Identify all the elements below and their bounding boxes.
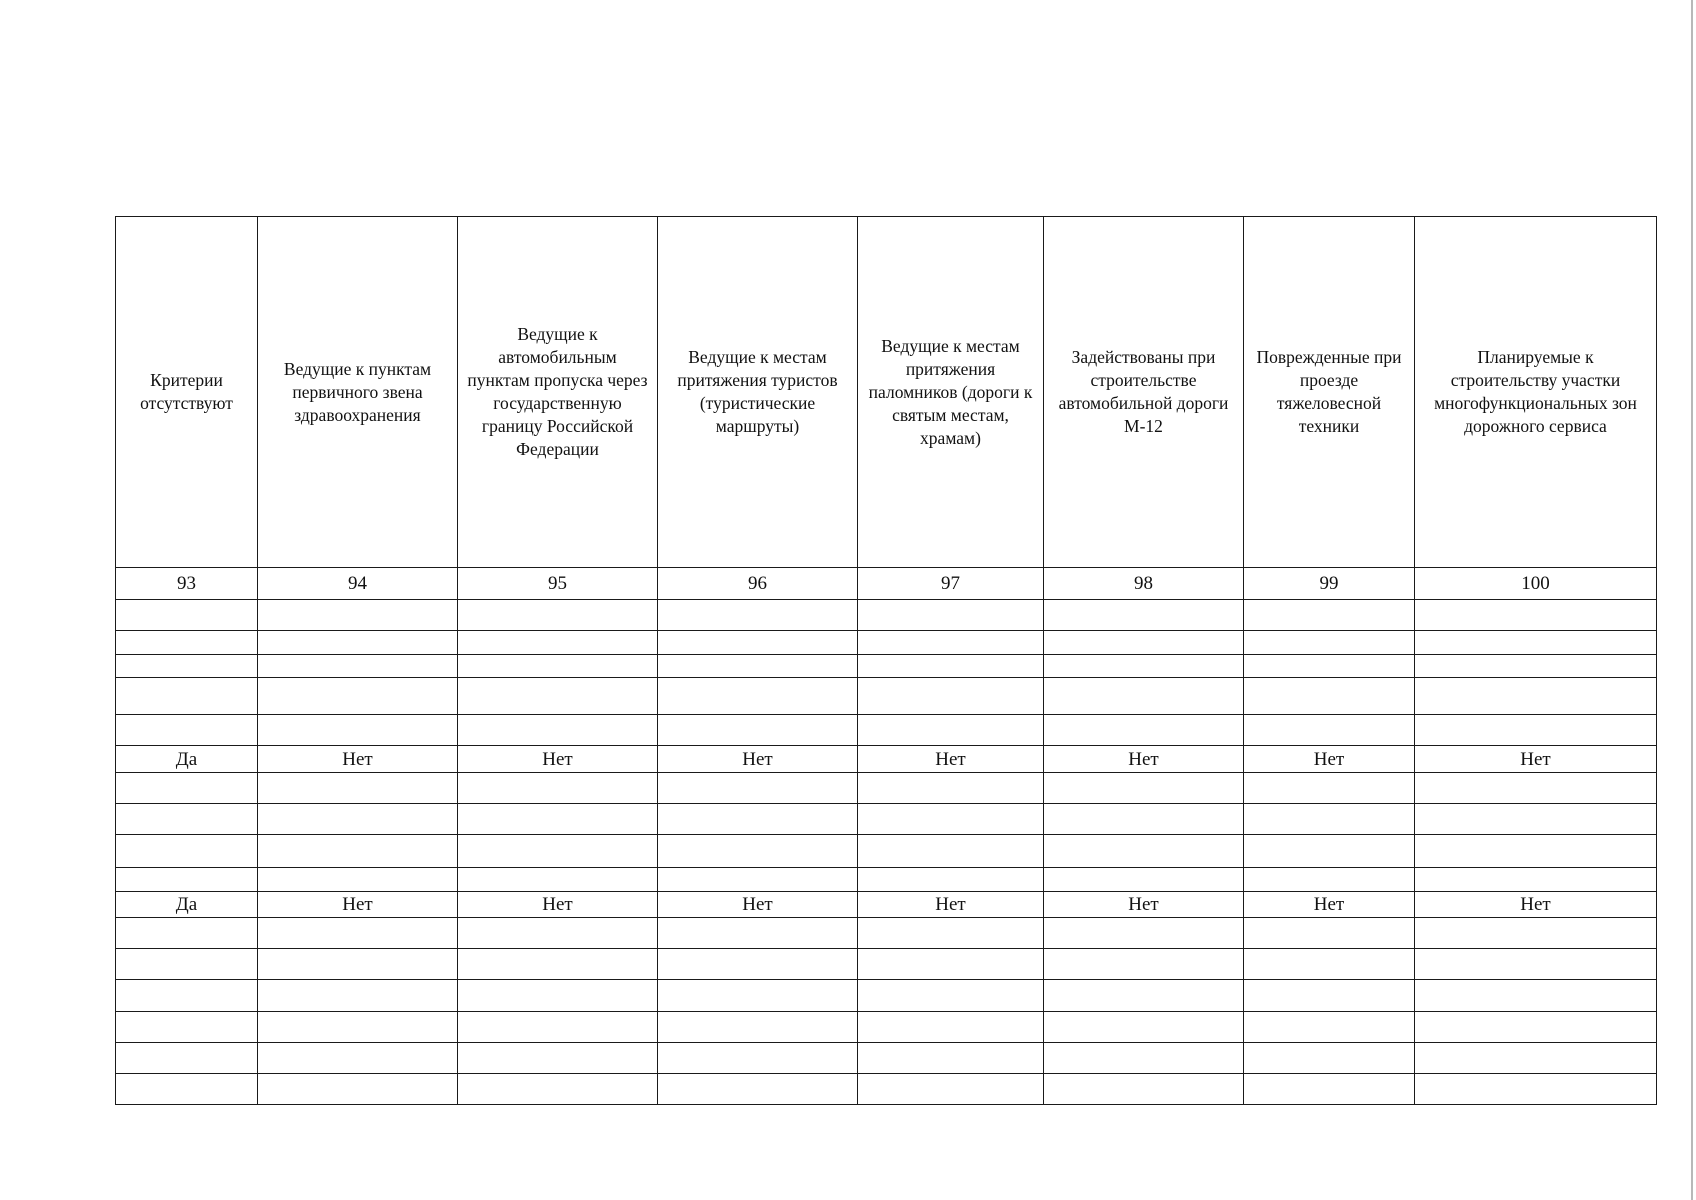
table-cell <box>658 773 858 804</box>
table-cell <box>658 1012 858 1043</box>
table-cell <box>116 600 258 631</box>
table-cell: Нет <box>1244 746 1415 773</box>
table-cell: Нет <box>658 746 858 773</box>
table-cell: Нет <box>1244 892 1415 918</box>
table-cell <box>458 655 658 678</box>
table-cell <box>116 678 258 715</box>
table-cell <box>1415 1012 1657 1043</box>
table-cell <box>258 949 458 980</box>
table-cell <box>858 980 1044 1012</box>
table-cell <box>116 773 258 804</box>
table-row <box>116 804 1657 835</box>
table-cell <box>116 868 258 892</box>
table-cell <box>858 631 1044 655</box>
table-cell <box>858 1043 1044 1074</box>
table-cell <box>658 600 858 631</box>
table-row <box>116 892 1657 918</box>
table-cell <box>1415 655 1657 678</box>
table-row <box>116 918 1657 949</box>
table-cell <box>1415 835 1657 868</box>
table-cell <box>858 773 1044 804</box>
table-cell <box>116 918 258 949</box>
table-cell <box>1044 980 1244 1012</box>
table-cell: Нет <box>258 892 458 918</box>
table-cell <box>1044 868 1244 892</box>
column-number-cell: 94 <box>258 568 458 600</box>
table-cell <box>458 600 658 631</box>
table-cell <box>258 1012 458 1043</box>
table-cell <box>258 835 458 868</box>
table-row <box>116 715 1657 746</box>
table-cell <box>858 678 1044 715</box>
table-cell <box>1415 715 1657 746</box>
table-cell: Да <box>116 892 258 918</box>
table-cell <box>458 804 658 835</box>
criteria-table <box>115 216 1657 1105</box>
table-cell <box>258 715 458 746</box>
table-cell <box>116 715 258 746</box>
table-cell <box>1415 980 1657 1012</box>
table-cell <box>116 980 258 1012</box>
table-row <box>116 1043 1657 1074</box>
table-cell <box>658 918 858 949</box>
column-number-cell: 97 <box>858 568 1044 600</box>
table-cell <box>1044 631 1244 655</box>
table-cell <box>658 835 858 868</box>
table-cell <box>1044 1043 1244 1074</box>
table-cell <box>1415 631 1657 655</box>
header-cell: Ведущие к местам притяжения туристов (туристические маршруты) <box>658 217 858 568</box>
table-cell <box>1244 835 1415 868</box>
table-cell <box>1244 918 1415 949</box>
table-cell <box>258 918 458 949</box>
table-cell <box>258 804 458 835</box>
page-edge-line <box>1691 0 1693 1200</box>
table-cell <box>658 715 858 746</box>
table-row <box>116 980 1657 1012</box>
table-cell <box>1415 1043 1657 1074</box>
table-cell <box>658 804 858 835</box>
column-number-cell: 96 <box>658 568 858 600</box>
table-cell <box>1244 715 1415 746</box>
table-cell <box>1244 980 1415 1012</box>
table-cell <box>1044 949 1244 980</box>
table-cell <box>858 918 1044 949</box>
table-cell <box>1044 835 1244 868</box>
table-cell <box>1044 715 1244 746</box>
table-cell <box>1044 655 1244 678</box>
table-cell <box>658 980 858 1012</box>
header-cell: Ведущие к местам притяжения паломников (дороги к святым местам, храмам) <box>858 217 1044 568</box>
table-cell <box>1244 949 1415 980</box>
header-cell: Критерии отсутствуют <box>116 217 258 568</box>
table-cell <box>116 804 258 835</box>
table-cell: Нет <box>258 746 458 773</box>
table-cell <box>1415 678 1657 715</box>
table-row <box>116 1012 1657 1043</box>
header-cell: Задействованы при строительстве автомобильной дороги М-12 <box>1044 217 1244 568</box>
table-cell <box>458 1074 658 1105</box>
table-cell <box>1244 804 1415 835</box>
table-cell <box>658 1074 858 1105</box>
column-number-cell: 100 <box>1415 568 1657 600</box>
table-cell <box>858 804 1044 835</box>
table-cell <box>1244 655 1415 678</box>
table-cell <box>458 715 658 746</box>
table-cell <box>258 1043 458 1074</box>
table-cell <box>458 1043 658 1074</box>
table-cell <box>1044 600 1244 631</box>
table-row <box>116 835 1657 868</box>
table-cell <box>258 868 458 892</box>
table-cell <box>658 631 858 655</box>
table-cell <box>1044 1012 1244 1043</box>
table-cell <box>658 678 858 715</box>
table-cell: Нет <box>458 746 658 773</box>
header-cell: Поврежденные при проезде тяжеловесной техники <box>1244 217 1415 568</box>
table-row <box>116 600 1657 631</box>
table-cell <box>858 1074 1044 1105</box>
column-number-cell: 99 <box>1244 568 1415 600</box>
table-cell <box>116 1043 258 1074</box>
table-row <box>116 1074 1657 1105</box>
table-cell <box>658 949 858 980</box>
header-cell: Ведущие к автомобильным пунктам пропуска через государственную границу Российской Федерации <box>458 217 658 568</box>
table-cell <box>1044 1074 1244 1105</box>
table-cell <box>1244 868 1415 892</box>
table-cell <box>258 1074 458 1105</box>
table-row <box>116 868 1657 892</box>
table-cell <box>858 835 1044 868</box>
header-cell: Планируемые к строительству участки многофункциональных зон дорожного сервиса <box>1415 217 1657 568</box>
table-cell <box>258 773 458 804</box>
table-cell <box>458 835 658 868</box>
table-cell <box>258 655 458 678</box>
table-row <box>116 773 1657 804</box>
table-cell <box>1415 1074 1657 1105</box>
table-cell <box>658 655 858 678</box>
table-row <box>116 678 1657 715</box>
column-number-cell: 98 <box>1044 568 1244 600</box>
column-number-cell: 95 <box>458 568 658 600</box>
table-cell <box>258 600 458 631</box>
table-cell <box>458 631 658 655</box>
table-cell <box>1244 600 1415 631</box>
header-row <box>116 217 1657 568</box>
table-cell <box>658 1043 858 1074</box>
table-cell <box>116 631 258 655</box>
table-body <box>116 217 1657 1105</box>
column-number-cell: 93 <box>116 568 258 600</box>
table-cell <box>1415 949 1657 980</box>
table-cell <box>1244 631 1415 655</box>
table-cell <box>458 773 658 804</box>
table-cell <box>458 980 658 1012</box>
table-cell <box>858 949 1044 980</box>
table-cell <box>1415 868 1657 892</box>
table-cell: Нет <box>658 892 858 918</box>
table-cell <box>1244 773 1415 804</box>
table-cell <box>458 868 658 892</box>
table-cell: Нет <box>1044 892 1244 918</box>
table-cell <box>1044 918 1244 949</box>
table-cell <box>1044 773 1244 804</box>
table-cell <box>858 600 1044 631</box>
table-cell <box>458 1012 658 1043</box>
table-cell <box>458 678 658 715</box>
table-cell <box>116 1012 258 1043</box>
table-cell <box>458 918 658 949</box>
table-cell <box>1415 773 1657 804</box>
header-cell: Ведущие к пунктам первичного звена здравоохранения <box>258 217 458 568</box>
table-cell <box>1415 600 1657 631</box>
table-cell <box>116 1074 258 1105</box>
table-cell <box>858 715 1044 746</box>
table-row <box>116 949 1657 980</box>
table-row <box>116 746 1657 773</box>
table-cell <box>116 655 258 678</box>
table-cell <box>1244 1012 1415 1043</box>
table-cell: Нет <box>858 746 1044 773</box>
table-row <box>116 655 1657 678</box>
table-row <box>116 631 1657 655</box>
table-cell <box>258 631 458 655</box>
table-cell <box>858 655 1044 678</box>
table-cell <box>1244 1074 1415 1105</box>
table-cell <box>258 678 458 715</box>
table-cell <box>1044 678 1244 715</box>
table-cell <box>1415 804 1657 835</box>
table-cell <box>258 980 458 1012</box>
table-cell <box>858 1012 1044 1043</box>
table-cell <box>1044 804 1244 835</box>
table-cell <box>1244 678 1415 715</box>
table-cell <box>116 949 258 980</box>
column-number-row <box>116 568 1657 600</box>
table-cell: Да <box>116 746 258 773</box>
table-cell <box>858 868 1044 892</box>
table-cell <box>458 949 658 980</box>
table-cell: Нет <box>458 892 658 918</box>
table-cell: Нет <box>1415 892 1657 918</box>
table-cell <box>116 835 258 868</box>
table-cell <box>1415 918 1657 949</box>
table-cell: Нет <box>858 892 1044 918</box>
table-cell <box>658 868 858 892</box>
table-cell: Нет <box>1415 746 1657 773</box>
table-cell: Нет <box>1044 746 1244 773</box>
table-cell <box>1244 1043 1415 1074</box>
